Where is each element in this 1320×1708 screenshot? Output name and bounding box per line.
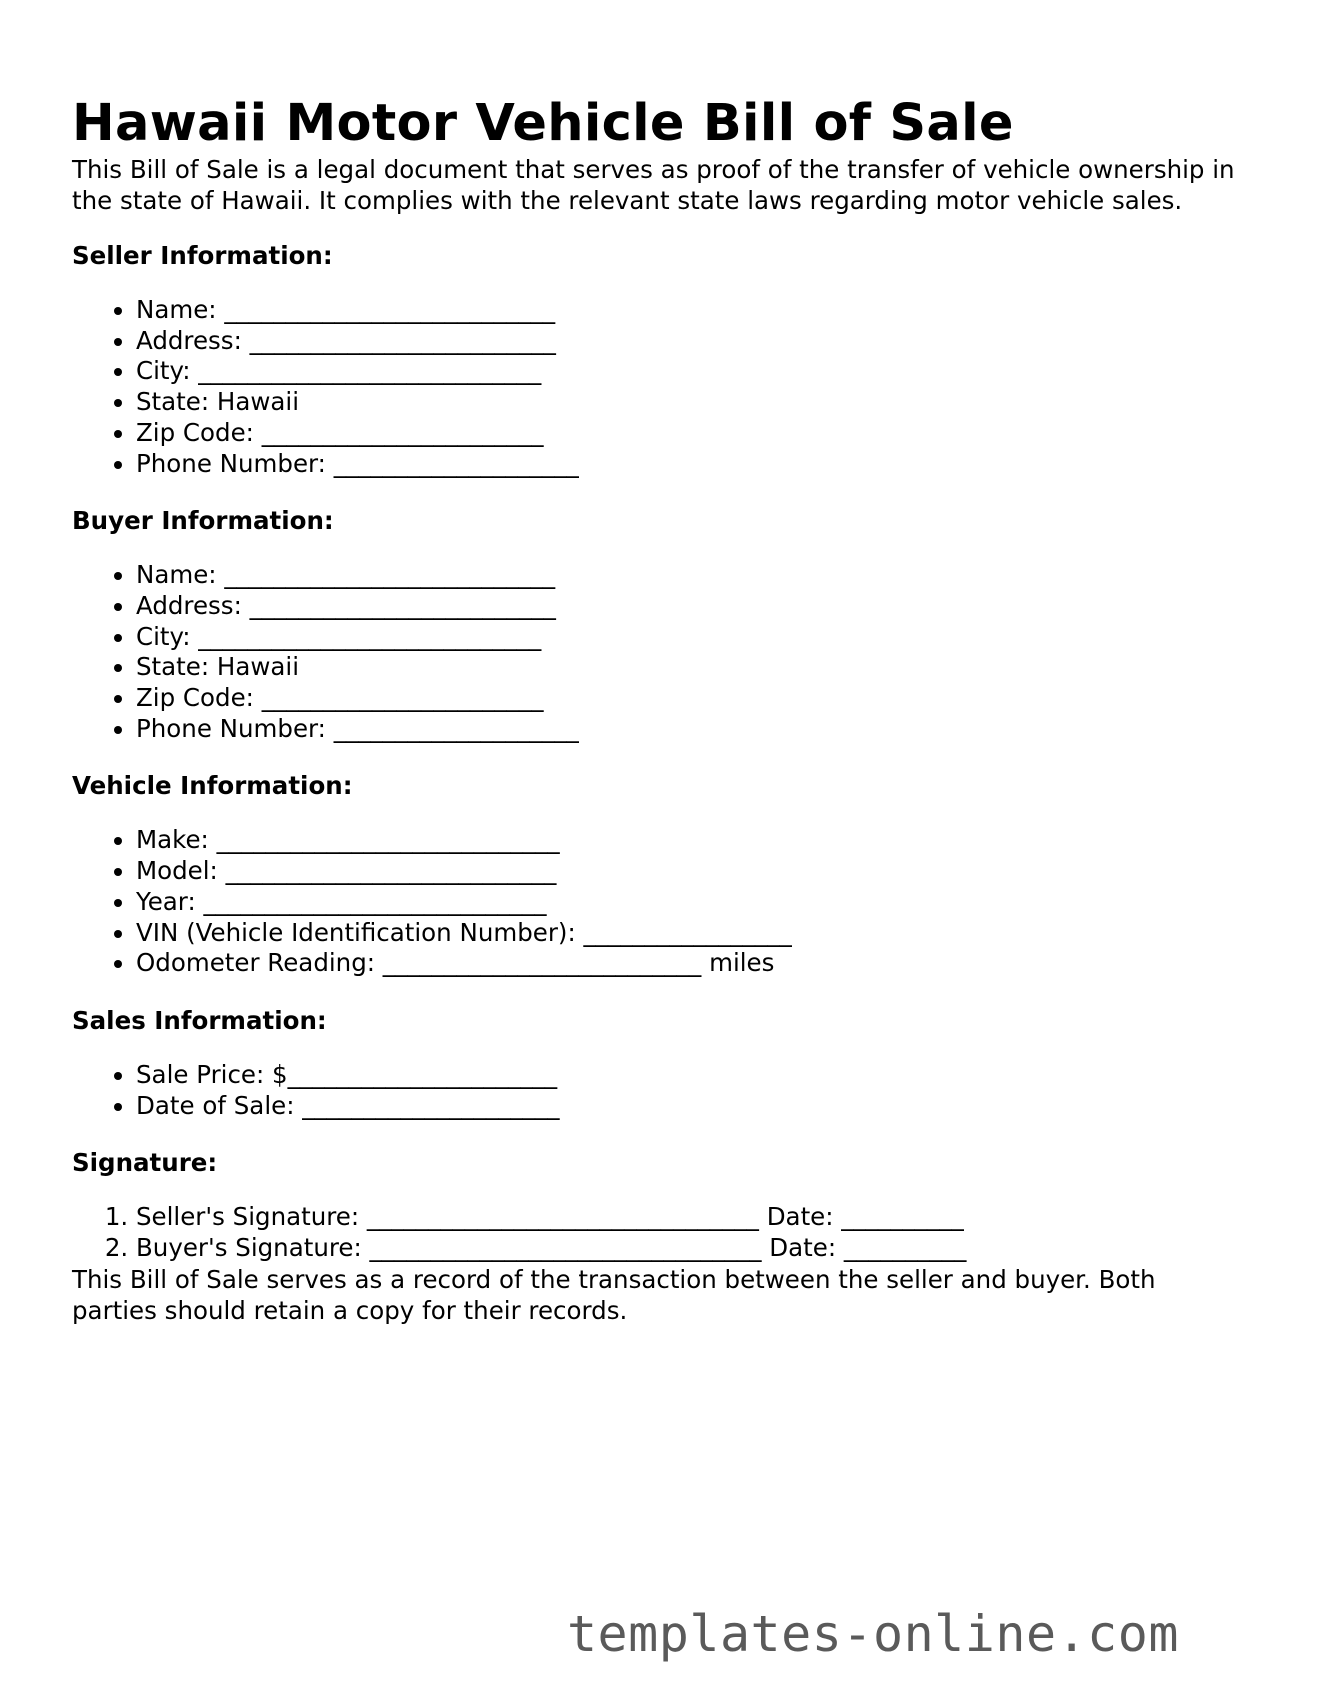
vehicle-odometer-item: • Odometer Reading: __________________________ miles [136,948,1248,979]
seller-phone-item: • Phone Number: ____________________ [136,449,1248,480]
buyer-phone-item: • Phone Number: ____________________ [136,714,1248,745]
watermark: templates-online.com [566,1605,1179,1663]
sale-date-item: • Date of Sale: _____________________ [136,1091,1248,1122]
vehicle-model-item: • Model: ___________________________ [136,856,1248,887]
closing-paragraph: This Bill of Sale serves as a record of the transaction between the seller and buyer. Both parties should retain a copy for their records. [72,1264,1156,1325]
seller-city-item: • City: ____________________________ [136,356,1248,387]
signature-heading: Signature: [72,1148,218,1178]
sale-price-item: • Sale Price: $______________________ [136,1060,1248,1091]
vehicle-heading: Vehicle Information: [72,771,353,801]
seller-name-item: • Name: ___________________________ [136,295,1248,326]
seller-zip-item: • Zip Code: _______________________ [136,418,1248,449]
vehicle-vin-item: • VIN (Vehicle Identification Number): _________________ [136,918,1248,949]
vehicle-make-item: • Make: ____________________________ [136,825,1248,856]
intro-paragraph: This Bill of Sale is a legal document that serves as proof of the transfer of vehicle ownership in the state of Hawaii. It complies with the relevant state laws regarding motor vehicle sales. [72,155,1235,215]
buyer-address-item: • Address: _________________________ [136,591,1248,622]
seller-state-item: • State: Hawaii [136,387,1248,418]
signature-list [72,1202,1248,1263]
document-page [72,0,1248,1326]
sales-heading: Sales Information: [72,1005,327,1035]
seller-list [72,295,1248,479]
buyer-signature-item: 2. Buyer's Signature: ________________________________ Date: __________ [136,1233,1248,1264]
buyer-zip-item: • Zip Code: _______________________ [136,683,1248,714]
seller-heading: Seller Information: [72,241,333,270]
vehicle-year-item: • Year: ____________________________ [136,887,1248,918]
seller-address-item: • Address: _________________________ [136,326,1248,357]
buyer-list [72,560,1248,744]
seller-signature-item: 1. Seller's Signature: ________________________________ Date: __________ [136,1202,1248,1233]
vehicle-list [72,825,1248,979]
sales-list [72,1060,1248,1121]
buyer-state-item: • State: Hawaii [136,652,1248,683]
buyer-heading: Buyer Information: [72,506,334,536]
buyer-name-item: • Name: ___________________________ [136,560,1248,591]
document-title: Hawaii Motor Vehicle Bill of Sale [72,94,1014,153]
buyer-city-item: • City: ____________________________ [136,622,1248,653]
